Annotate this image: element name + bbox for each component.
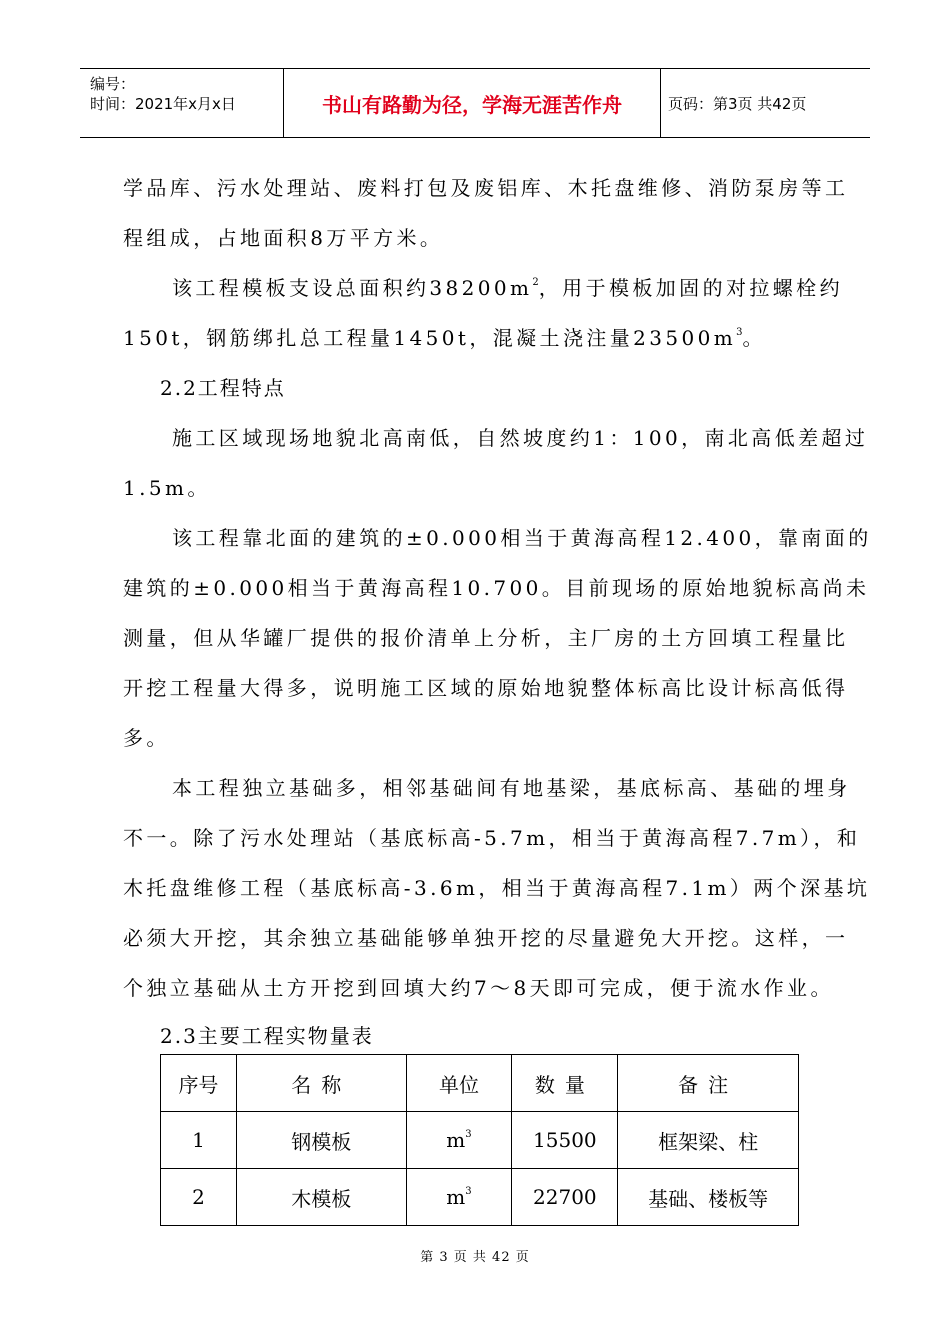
table-header-row [161, 1055, 799, 1112]
body-line: 测量，但从华罐厂提供的报价清单上分析，主厂房的土方回填工程量比 [123, 626, 849, 650]
doc-time-label: 时间：2021年x月x日 [90, 95, 236, 113]
table-cell-qty: 15500 [512, 1112, 618, 1169]
body-line [123, 322, 766, 351]
quantity-table [160, 1054, 799, 1226]
table-row [161, 1112, 799, 1169]
table-header-cell: 单位 [406, 1055, 512, 1112]
unit-text: m [446, 1128, 466, 1152]
body-line: 木托盘维修工程（基底标高-3.6m，相当于黄海高程7.1m）两个深基坑 [123, 876, 871, 900]
table-header-cell: 名称 [236, 1055, 406, 1112]
text-span: 。 [742, 326, 766, 350]
superscript: 3 [736, 327, 743, 338]
superscript: 3 [465, 1129, 472, 1140]
section-heading: 2.3主要工程实物量表 [160, 1024, 374, 1048]
table-header-cell: 数量 [512, 1055, 618, 1112]
body-line: 不一。除了污水处理站（基底标高-5.7m，相当于黄海高程7.7m），和 [123, 826, 861, 850]
table-header-cell: 序号 [161, 1055, 237, 1112]
body-line: 个独立基础从土方开挖到回填大约7～8天即可完成，便于流水作业。 [123, 976, 834, 1000]
header-meta-cell [80, 69, 284, 137]
table-row [161, 1169, 799, 1226]
table-cell-qty: 22700 [512, 1169, 618, 1226]
body-line: 施工区域现场地貌北高南低，自然坡度约1：100，南北高低差超过 [172, 426, 869, 450]
table-cell-note: 基础、楼板等 [618, 1169, 799, 1226]
text-span: 该工程模板支设总面积约38200m [172, 276, 533, 300]
body-line: 建筑的±0.000相当于黄海高程10.700。目前现场的原始地貌标高尚未 [123, 576, 870, 600]
text-span: 150t，钢筋绑扎总工程量1450t，混凝土浇注量23500m [123, 326, 737, 350]
body-line: 该工程靠北面的建筑的±0.000相当于黄海高程12.400，靠南面的 [172, 526, 872, 550]
body-line: 本工程独立基础多，相邻基础间有地基梁，基底标高、基础的埋身 [172, 776, 851, 800]
body-line: 程组成，占地面积8万平方米。 [123, 226, 444, 250]
table-cell-unit [406, 1112, 512, 1169]
superscript: 2 [532, 277, 539, 288]
table-cell-no: 2 [161, 1169, 237, 1226]
body-line [172, 272, 843, 301]
body-line: 开挖工程量大得多，说明施工区域的原始地貌整体标高比设计标高低得 [123, 676, 849, 700]
page-header [80, 68, 870, 138]
table-cell-unit [406, 1169, 512, 1226]
text-span: ，用于模板加固的对拉螺栓约 [538, 276, 843, 300]
page-footer: 第 3 页 共 42 页 [420, 1250, 530, 1265]
table-cell-note: 框架梁、柱 [618, 1112, 799, 1169]
header-motto: 书山有路勤为径，学海无涯苦作舟 [284, 69, 661, 137]
table-cell-no: 1 [161, 1112, 237, 1169]
doc-number-label: 编号： [90, 75, 136, 93]
table-header-cell: 备注 [618, 1055, 799, 1112]
section-heading: 2.2工程特点 [160, 376, 286, 400]
header-page-number: 页码：第3页 共42页 [668, 94, 807, 113]
unit-text: m [446, 1185, 466, 1209]
superscript: 3 [465, 1186, 472, 1197]
body-line: 学品库、污水处理站、废料打包及废铝库、木托盘维修、消防泵房等工 [123, 176, 849, 200]
body-line: 1.5m。 [123, 476, 211, 500]
table-cell-name: 木模板 [236, 1169, 406, 1226]
body-line: 多。 [123, 726, 170, 750]
table-cell-name: 钢模板 [236, 1112, 406, 1169]
body-line: 必须大开挖，其余独立基础能够单独开挖的尽量避免大开挖。这样，一 [123, 926, 849, 950]
